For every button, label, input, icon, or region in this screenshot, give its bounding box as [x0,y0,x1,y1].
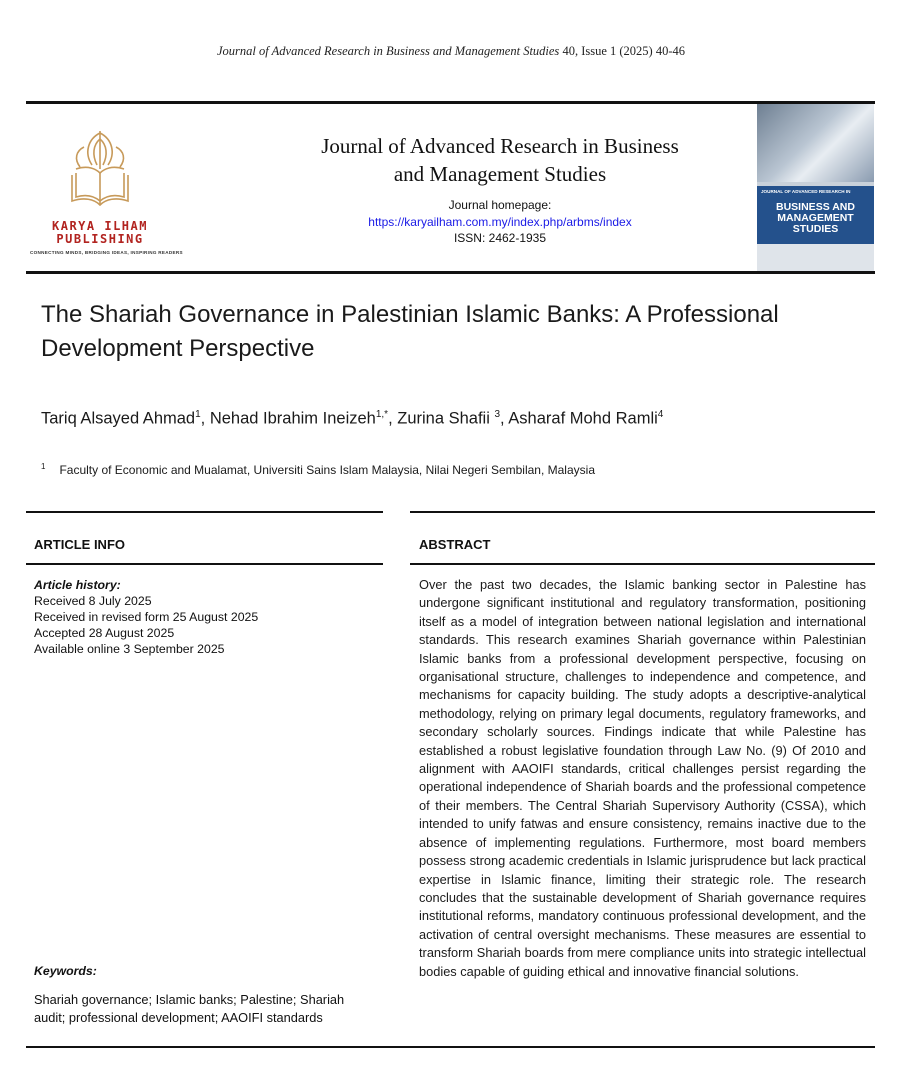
header-top-rule [26,101,875,104]
running-head-issue: 40, Issue 1 (2025) 40-46 [562,44,685,58]
author-affil-sup: 3 [494,409,501,420]
author-name: Tariq Alsayed Ahmad [41,409,196,428]
author-affil-sup: 1 [195,409,201,420]
abstract-top-rule [410,511,875,513]
received-date: Received 8 July 2025 [34,594,152,608]
info-top-rule [26,511,383,513]
publisher-name-line2: PUBLISHING [56,232,144,246]
header-bottom-rule [26,271,875,274]
abstract-text: Over the past two decades, the Islamic banking sector in Palestine has undergone significant institutional and regulatory transformation, positioning itself as a model of integration between national legislation and international standards. This research examines Shariah governance within Palestinian Islamic banks from a professional development perspective, focusing on organisational structure, challenges to independence and competence, and mechanisms for capacity building. The study adopts a descriptive-analytical methodology, relying on primary legal documents, regulatory frameworks, and secondary scholarly sources. Findings indicate that while Palestine has established a robust legislative foundation through Law No. (9) Of 2010 and alignment with AAOIFI standards, critical challenges persist regarding the operational independence of Shariah boards and the professional competence of their members. The Central Shariah Supervisory Authority (CSSA), which intended to unify fatwas and ensure consistency, remains inactive due to the absence of implementing regulations. Furthermore, most board members possess strong academic credentials in Islamic jurisprudence but lack practical expertise in Islamic finance, limiting their strategic role. The research concludes that the sustainable development of Shariah governance requires institutional reforms, mandatory continuous professional development, and the activation of central oversight mechanisms. These measures are essential to transform Shariah boards from mere compliance units into strategic intellectual bodies capable of guiding ethical and innovative financial solutions. [419,577,866,979]
abstract-heading: ABSTRACT [419,537,491,552]
author-sep: , [200,409,210,428]
cover-small-text: JOURNAL OF ADVANCED RESEARCH IN [761,189,851,194]
journal-name-line1: Journal of Advanced Research in Business [321,134,679,158]
affiliation [41,462,861,477]
accepted-date: Accepted 28 August 2025 [34,626,175,640]
author-affil-sup: 4 [657,409,664,420]
cover-bottom [757,244,874,271]
online-date: Available online 3 September 2025 [34,642,225,656]
homepage-label: Journal homepage: [448,198,552,212]
author-sep: , [500,409,509,428]
author-sep: , [388,409,398,428]
cover-title-line2: MANAGEMENT [777,212,854,224]
journal-meta [300,197,700,247]
keywords-label: Keywords: [34,964,97,978]
journal-cover-image [757,104,874,271]
revised-date: Received in revised form 25 August 2025 [34,610,259,624]
info-heading-rule [26,563,383,565]
issn: ISSN: 2462-1935 [453,231,547,245]
cover-title-line3: STUDIES [792,223,839,235]
article-info-heading: ARTICLE INFO [34,537,125,552]
running-head-journal: Journal of Advanced Research in Business and Management Studies [217,44,560,58]
author-name: Asharaf Mohd Ramli [508,409,658,428]
journal-name [250,132,750,188]
homepage-link[interactable]: https://karyailham.com.my/index.php/arbms/index [368,214,632,229]
author-affil-sup: 1,* [375,409,389,420]
article-title-line1: The Shariah Governance in Palestinian Islamic Banks: A Professional [41,301,779,328]
article-title-line2: Development Perspective [41,335,315,362]
author-name: Zurina Shafii [397,409,495,428]
abstract-heading-rule [410,563,875,565]
footer-rule [26,1046,875,1048]
article-history-label: Article history: [34,578,121,592]
book-tree-logo-icon [60,125,140,215]
running-head [0,44,902,59]
cover-photo [757,104,874,182]
article-history [34,577,379,657]
journal-name-line2: and Management Studies [393,162,607,186]
author-name: Nehad Ibrahim Ineizeh [209,409,376,428]
cover-title-line1: BUSINESS AND [776,201,855,213]
affiliation-number: 1 [41,462,46,471]
author-list [41,409,861,429]
publisher-name-line1: KARYA ILHAM [52,219,148,233]
article-title [41,298,861,366]
cover-title [760,202,871,235]
publisher-tagline: CONNECTING MINDS, BRIDGING IDEAS, INSPIRING READERS [30,250,183,255]
publisher-logo [30,125,183,255]
affiliation-text: Faculty of Economic and Mualamat, Universiti Sains Islam Malaysia, Nilai Negeri Sembilan, Malaysia [59,463,595,477]
keywords: Shariah governance; Islamic banks; Palestine; Shariah audit; professional development; AAOIFI standards [34,992,345,1026]
